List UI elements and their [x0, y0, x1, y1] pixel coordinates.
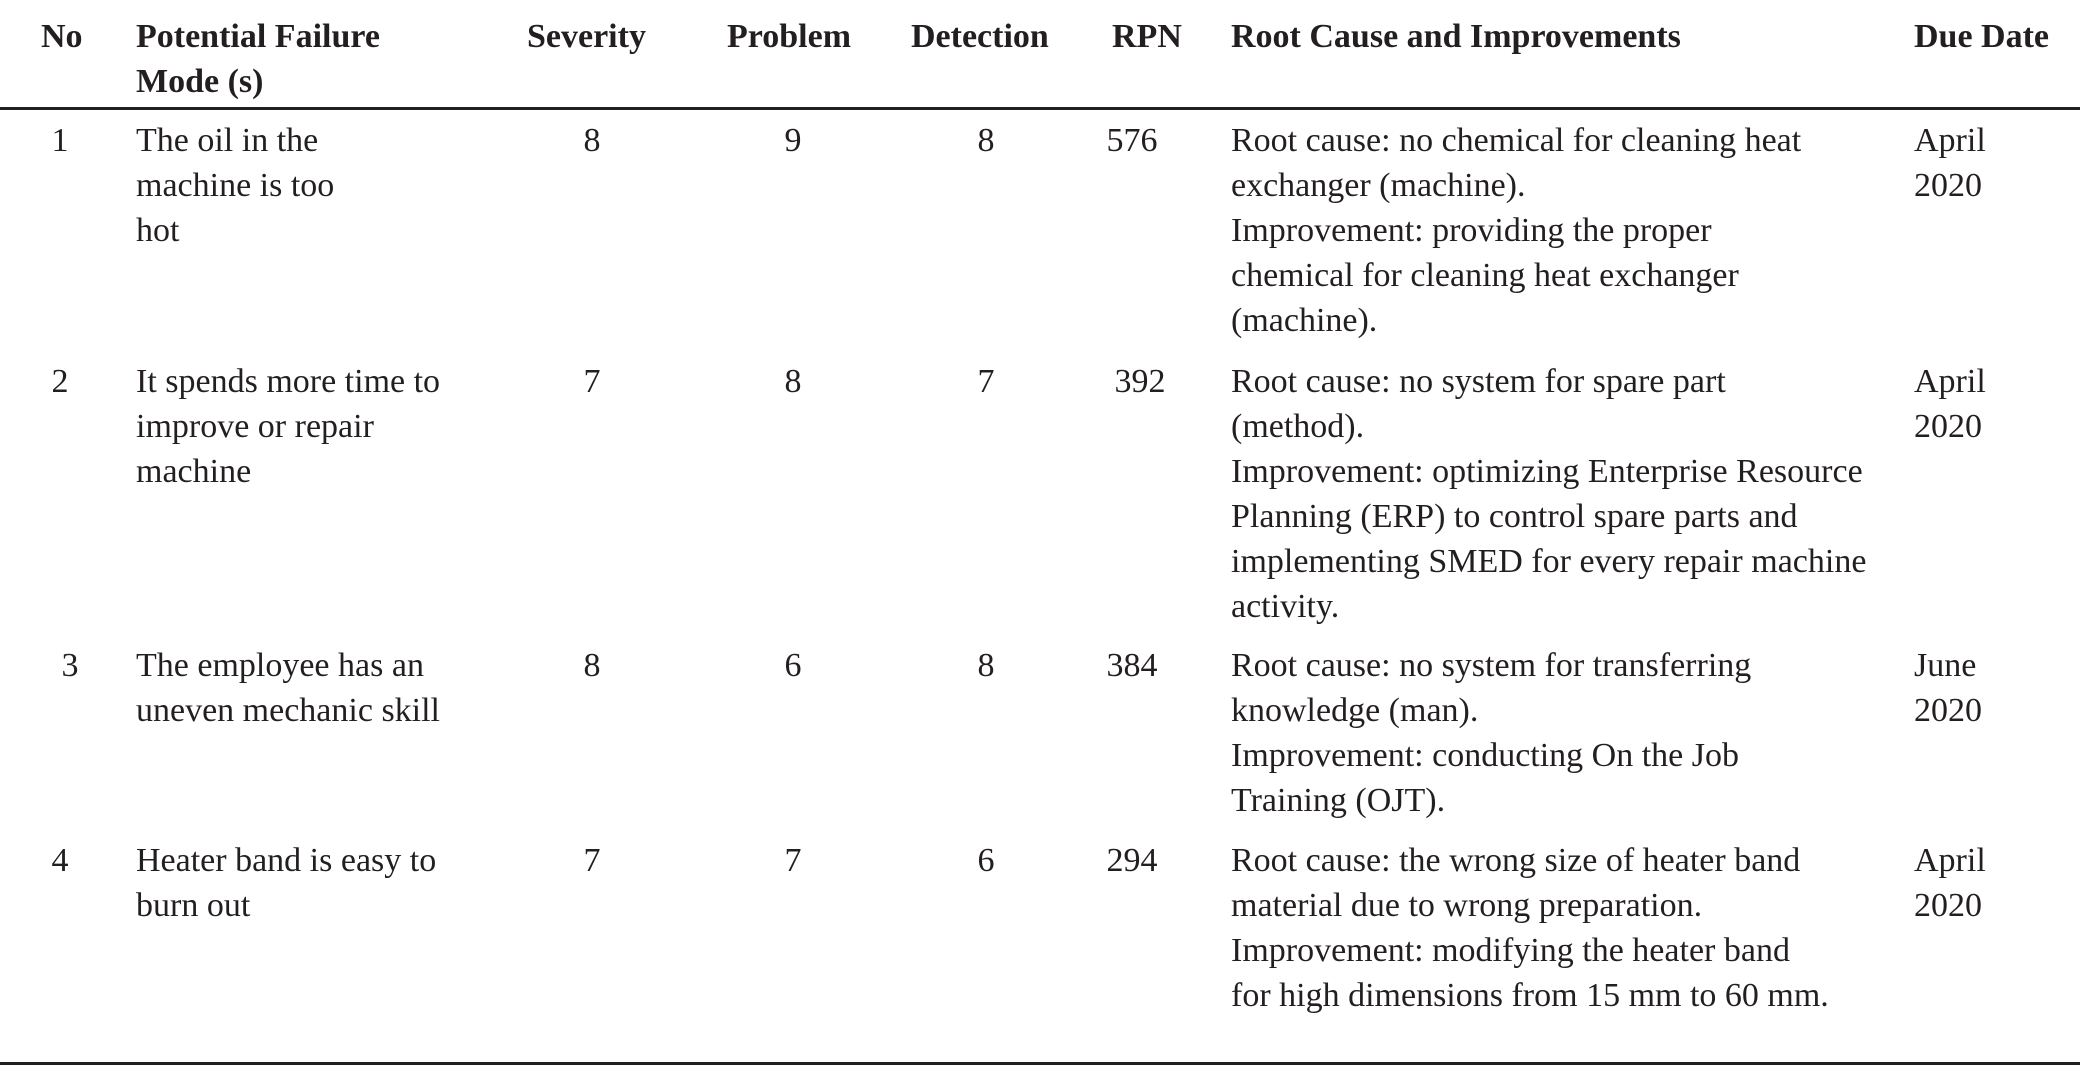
row-1-no: 1 [51, 122, 69, 159]
row-2-root-cause: Root cause: no system for spare part (method). [1231, 363, 1726, 445]
row-3-rpn: 384 [1106, 647, 1158, 684]
row-2-improvement: Improvement: optimizing Enterprise Resource Planning (ERP) to control spare parts and implementing SMED for every repair machine activity. [1231, 453, 1867, 625]
row-2-severity: 7 [583, 363, 601, 400]
row-2-problem: 8 [784, 363, 802, 400]
row-4-detection: 6 [977, 842, 995, 879]
row-1-detection: 8 [977, 122, 995, 159]
row-1-problem: 9 [784, 122, 802, 159]
row-4-no: 4 [51, 842, 69, 879]
row-3-root-cause: Root cause: no system for transferring knowledge (man). [1231, 647, 1752, 729]
row-1-rpn: 576 [1106, 122, 1158, 159]
header-problem: Problem [727, 18, 852, 55]
header-rpn: RPN [1112, 18, 1182, 55]
row-1-root-cause: Root cause: no chemical for cleaning heat exchanger (machine). [1231, 122, 1802, 204]
row-4-problem: 7 [784, 842, 802, 879]
row-4-root-cause: Root cause: the wrong size of heater band material due to wrong preparation. [1231, 842, 1801, 924]
row-2-failure-mode: It spends more time to improve or repair machine [136, 363, 441, 490]
row-4-improvement: Improvement: modifying the heater band for high dimensions from 15 mm to 60 mm. [1231, 932, 1829, 1014]
row-2-due-date: April 2020 [1914, 363, 1986, 445]
row-2-rpn: 392 [1114, 363, 1166, 400]
row-2-detection: 7 [977, 363, 995, 400]
row-3-detection: 8 [977, 647, 995, 684]
row-1-due-date: April 2020 [1914, 122, 1986, 204]
row-4-rpn: 294 [1106, 842, 1158, 879]
row-1-failure-mode: The oil in the machine is too hot [136, 122, 335, 249]
row-3-problem: 6 [784, 647, 802, 684]
row-3-severity: 8 [583, 647, 601, 684]
row-2-no: 2 [51, 363, 69, 400]
header-no: No [41, 18, 83, 55]
row-4-failure-mode: Heater band is easy to burn out [136, 842, 437, 924]
row-3-due-date: June 2020 [1914, 647, 1982, 729]
header-severity: Severity [527, 18, 646, 55]
header-root-cause: Root Cause and Improvements [1231, 18, 1681, 55]
header-detection: Detection [911, 18, 1049, 55]
header-rule [0, 107, 2080, 110]
row-3-improvement: Improvement: conducting On the Job Training (OJT). [1231, 737, 1740, 819]
row-1-improvement: Improvement: providing the proper chemical for cleaning heat exchanger (machine). [1231, 212, 1739, 339]
header-due-date: Due Date [1914, 18, 2050, 55]
row-4-severity: 7 [583, 842, 601, 879]
header-failure-mode: Potential Failure Mode (s) [136, 18, 380, 100]
row-3-no: 3 [61, 647, 79, 684]
bottom-rule [0, 1062, 2080, 1065]
row-3-failure-mode: The employee has an uneven mechanic skill [136, 647, 441, 729]
row-1-severity: 8 [583, 122, 601, 159]
row-4-due-date: April 2020 [1914, 842, 1986, 924]
